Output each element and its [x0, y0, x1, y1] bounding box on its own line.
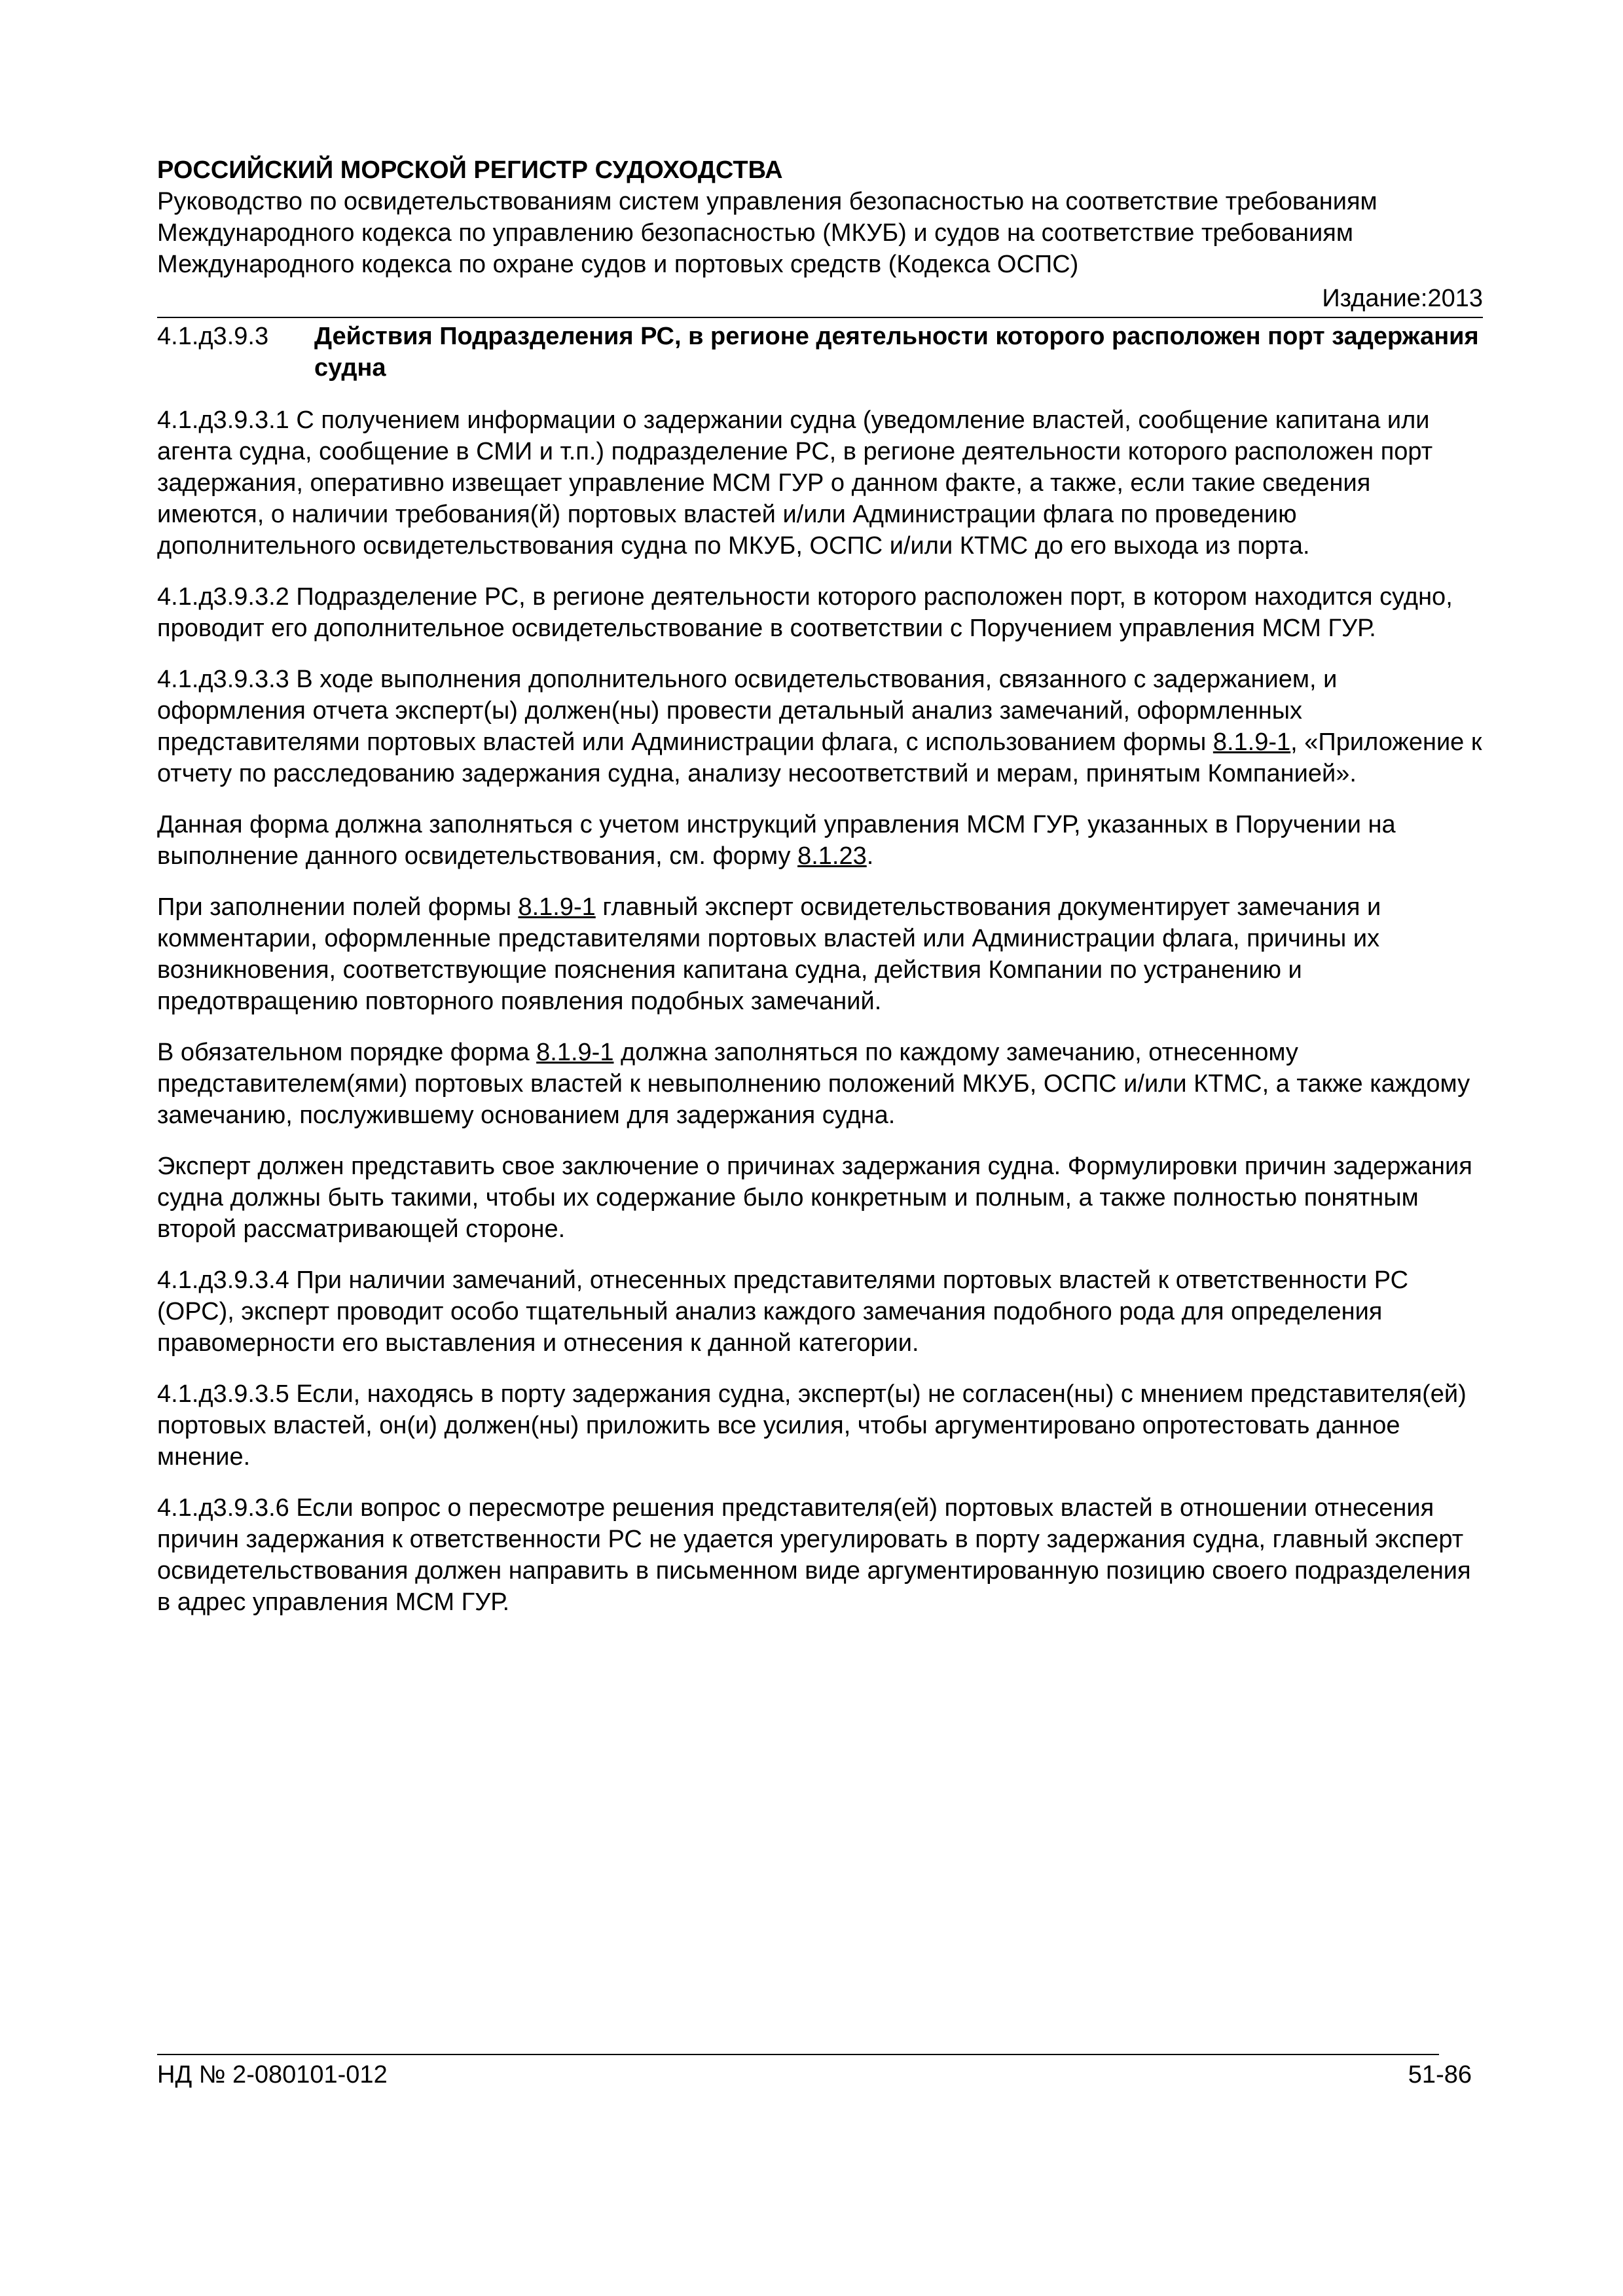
section-number: 4.1.д3.9.3 [157, 323, 269, 350]
form-link-8-1-23[interactable]: 8.1.23 [797, 842, 867, 870]
form-link-8-1-9-1[interactable]: 8.1.9-1 [1213, 728, 1291, 756]
section-heading [157, 321, 1483, 384]
paragraph-4-text-a: Данная форма должна заполняться с учетом инструкций управления МСМ ГУР, указанных в Поручении на выполнение данного освидетельствования, см. форму [157, 811, 1396, 870]
paragraph-4-text-b: . [866, 842, 874, 870]
organization-name: РОССИЙСКИЙ МОРСКОЙ РЕГИСТР СУДОХОДСТВА [157, 156, 783, 184]
paragraph-3-text-b: , «Приложение к отчету по расследованию задержания судна, анализу несоответствий и мерам, принятым Компанией». [157, 728, 1482, 787]
document-title: Руководство по освидетельствованиям систем управления безопасностью на соответствие требованиям Международного кодекса по управлению безопасностью (МКУБ) и судов на соответствие требованиям Международного кодекса по охране судов и портовых средств (Кодекса ОСПС) [157, 188, 1377, 278]
section-title: Действия Подразделения РС, в регионе деятельности которого расположен порт задержания судна [314, 323, 1479, 382]
paragraph-8: 4.1.д3.9.3.4 При наличии замечаний, отнесенных представителями портовых властей к ответственности РС (ОРС), эксперт проводит особо тщательный анализ каждого замечания подобного рода для определения правомерности его выставления и отнесения к данной категории. [157, 1266, 1409, 1357]
paragraph-2: 4.1.д3.9.3.2 Подразделение РС, в регионе деятельности которого расположен порт, в котором находится судно, проводит его дополнительное освидетельствование в соответствии с Поручением управления МСМ ГУР. [157, 583, 1453, 642]
paragraph-1: 4.1.д3.9.3.1 С получением информации о задержании судна (уведомление властей, сообщение капитана или агента судна, сообщение в СМИ и т.п.) подразделение РС, в регионе деятельности которого расположен порт задержания, оперативно извещает управление МСМ ГУР о данном факте, а также, если такие сведения имеются, о наличии требования(й) портовых властей и/или Администрации флага по проведению дополнительного освидетельствования судна по МКУБ, ОСПС и/или КТМС до его выхода из порта. [157, 406, 1433, 560]
paragraph-6-text-a: В обязательном порядке форма [157, 1039, 537, 1066]
edition-label: Издание:2013 [157, 283, 1483, 318]
form-link-8-1-9-1[interactable]: 8.1.9-1 [536, 1039, 614, 1066]
paragraph-5-text-b: главный эксперт освидетельствования документирует замечания и комментарии, оформленные представителями портовых властей или Администрации флага, причины их возникновения, соответствующие пояснения капитана судна, действия Компании по устранению и предотвращению повторного появления подобных замечаний. [157, 893, 1381, 1015]
document-page [157, 154, 1483, 1618]
paragraph-5 [157, 891, 1483, 1017]
footer-doc-number: НД № 2-080101-012 [157, 2061, 388, 2089]
page-footer [157, 2054, 1472, 2089]
paragraph-4 [157, 809, 1483, 872]
paragraph-3-text-a: 4.1.д3.9.3.3 В ходе выполнения дополнительного освидетельствования, связанного с задержанием, и оформления отчета эксперт(ы) должен(ны) провести детальный анализ замечаний, оформленных представителями портовых властей или Администрации флага, с использованием формы [157, 666, 1338, 756]
footer-page-number: 51-86 [1408, 2061, 1472, 2089]
paragraph-3 [157, 664, 1483, 789]
paragraph-10: 4.1.д3.9.3.6 Если вопрос о пересмотре решения представителя(ей) портовых властей в отношении отнесения причин задержания к ответственности РС не удается урегулировать в порту задержания судна, главный эксперт освидетельствования должен направить в письменном виде аргументированную позицию своего подразделения в адрес управления МСМ ГУР. [157, 1494, 1471, 1616]
paragraph-6 [157, 1037, 1483, 1131]
paragraph-9: 4.1.д3.9.3.5 Если, находясь в порту задержания судна, эксперт(ы) не согласен(ны) с мнением представителя(ей) портовых властей, он(и) должен(ны) приложить все усилия, чтобы аргументировано опротестовать данное мнение. [157, 1380, 1467, 1471]
paragraph-7: Эксперт должен представить свое заключение о причинах задержания судна. Формулировки причин задержания судна должны быть такими, чтобы их содержание было конкретным и полным, а также полностью понятным второй рассматривающей стороне. [157, 1153, 1472, 1243]
paragraph-5-text-a: При заполнении полей формы [157, 893, 519, 921]
paragraph-6-text-b: должна заполняться по каждому замечанию, отнесенному представителем(ями) портовых властей к невыполнению положений МКУБ, ОСПС и/или КТМС, а также каждому замечанию, послужившему основанием для задержания судна. [157, 1039, 1470, 1129]
form-link-8-1-9-1[interactable]: 8.1.9-1 [518, 893, 596, 921]
